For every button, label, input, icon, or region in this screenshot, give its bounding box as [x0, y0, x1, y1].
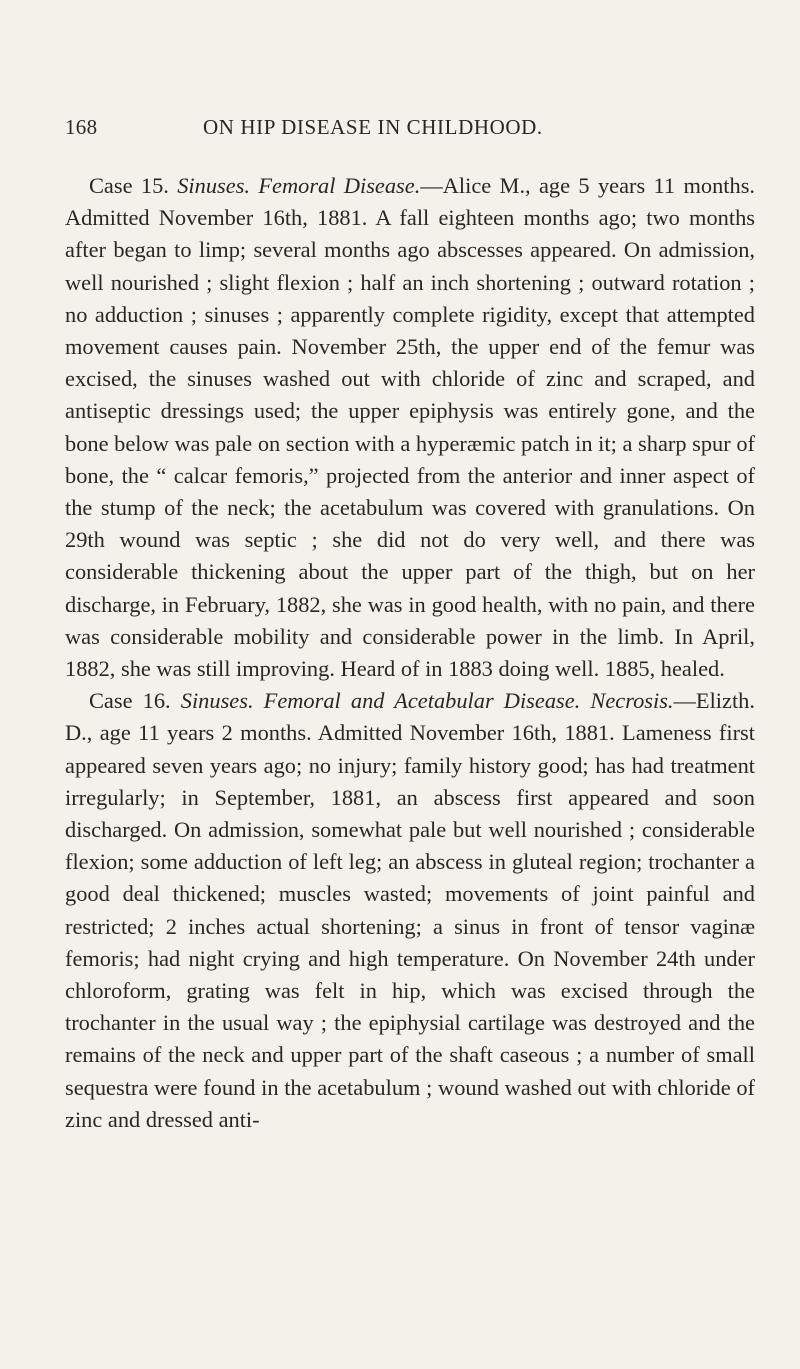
case-16-title: Sinuses. Femoral and Acetabular Disease. Necrosis. [180, 688, 674, 714]
case-15-paragraph [65, 170, 755, 685]
case-15-text: —Alice M., age 5 years 11 months. Admitted November 16th, 1881. A fall eighteen months ago; two months after began to limp; several months ago abscesses appeared. On admission, well nourished ; slight flexion ; half an inch shortening ; outward rotation ; no adduction ; sinuses ; apparently complete rigidity, except that attempted movement causes pain. November 25th, the upper end of the femur was excised, the sinuses washed out with chloride of zinc and scraped, and antiseptic dressings used; the upper epiphysis was entirely gone, and the bone below was pale on section with a hyperæmic patch in it; a sharp spur of bone, the “ calcar femoris,” projected from the anterior and inner aspect of the stump of the neck; the acetabulum was covered with granulations. On 29th wound was septic ; she did not do very well, and there was considerable thickening about the upper part of the thigh, but on her discharge, in February, 1882, she was in good health, with no pain, and there was considerable mobility and considerable power in the limb. In April, 1882, she was still improving. Heard of in 1883 doing well. 1885, healed. [65, 173, 756, 682]
case-15-title: Sinuses. Femoral Disease. [177, 173, 421, 198]
case-16-text: —Elizth. D., age 11 years 2 months. Admitted November 16th, 1881. Lameness first appeared seven years ago; no injury; family history good; has had treatment irregularly; in September, 1881, an abscess first appeared and soon discharged. On admission, somewhat pale but well nourished ; considerable flexion; some adduction of left leg; an abscess in gluteal region; trochanter a good deal thickened; muscles wasted; movements of joint painful and restricted; 2 inches actual shortening; a sinus in front of tensor vaginæ femoris; had night crying and high temperature. On November 24th under chloroform, grating was felt in hip, which was excised through the trochanter in the usual way ; the epiphysial cartilage was destroyed and the remains of the neck and upper part of the shaft caseous ; a number of small sequestra were found in the acetabulum ; wound washed out with chloride of zinc and dressed anti- [65, 688, 755, 1132]
case-16-paragraph [65, 685, 755, 1136]
case-15-label: Case 15. [89, 173, 169, 198]
running-head: ON HIP DISEASE IN CHILDHOOD. [203, 115, 543, 139]
page-number: 168 [65, 115, 98, 139]
page-header [65, 115, 755, 145]
body-text [65, 170, 755, 1136]
case-16-label: Case 16. [89, 688, 171, 714]
